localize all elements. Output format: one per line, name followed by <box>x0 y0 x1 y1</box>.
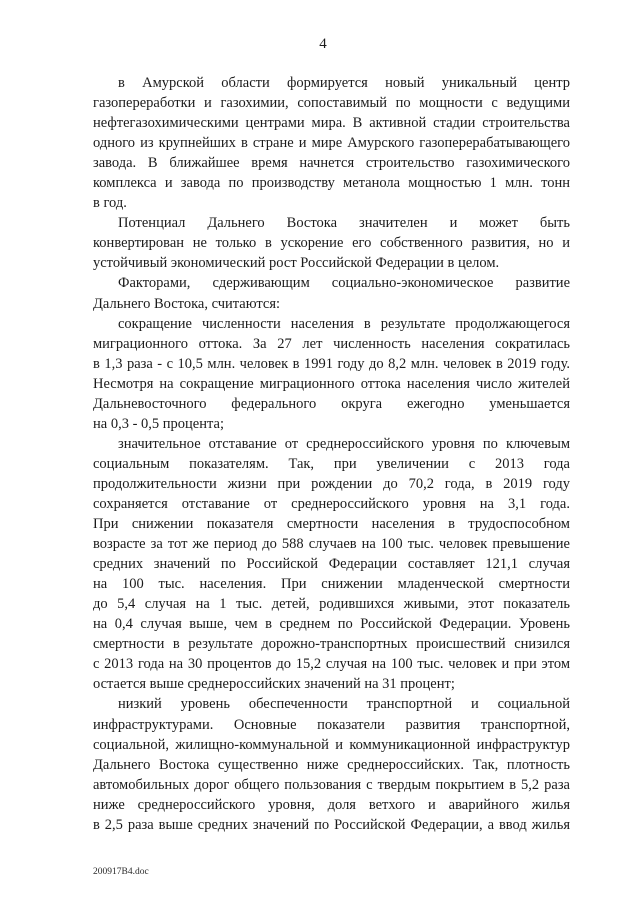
text-line: в 2,5 раза выше средних значений по Российской Федерации, а ввод жилья <box>93 816 570 833</box>
text-line: автомобильных дорог общего пользования с твердым покрытием в 5,2 раза <box>93 776 570 793</box>
text-line: до 5,4 случая на 1 тыс. детей, родившихся живыми, этот показатель <box>93 596 570 613</box>
text-line: на 100 тыс. населения. При снижении младенческой смертности <box>93 576 570 593</box>
text-line: При снижении показателя смертности населения в трудоспособном <box>93 516 570 533</box>
text-line: Дальнего Востока существенно ниже среднероссийских. Так, плотность <box>93 756 570 773</box>
text-line: комплекса и завода по производству метанола мощностью 1 млн. тонн <box>93 175 570 192</box>
text-line: ниже среднероссийского уровня, доля ветхого и аварийного жилья <box>93 796 570 813</box>
paragraph-factors-intro <box>93 273 570 313</box>
paragraph-population-decline <box>93 314 570 434</box>
document-body <box>93 73 570 835</box>
text-line: завода. В ближайшее время начнется строительство газохимического <box>93 155 570 172</box>
text-line: в 1,3 раза - с 10,5 млн. человек в 1991 году до 8,2 млн. человек в 2019 году. <box>93 355 570 372</box>
text-line: сохраняется отставание от среднероссийского уровня на 3,1 года. <box>93 495 570 512</box>
text-line: одного из крупнейших в стране и мире Амурского газоперерабатывающего <box>93 135 570 152</box>
text-line: возрасте за тот же период до 588 случаев на 100 тыс. человек превышение <box>93 536 570 553</box>
text-line: социальным показателям. Так, при увеличении с 2013 года <box>93 455 570 472</box>
paragraph-amur-gas-center <box>93 73 570 213</box>
text-line: устойчивый экономический рост Российской Федерации в целом. <box>93 255 500 272</box>
text-line: Дальнего Востока, считаются: <box>93 295 281 312</box>
text-line: в год. <box>93 195 127 212</box>
text-line: газопереработки и газохимии, сопоставимый по мощности с ведущими <box>93 95 570 112</box>
text-line: остается выше среднероссийских значений на 31 процент; <box>93 676 455 693</box>
text-line: смертности в результате дорожно-транспортных происшествий снизился <box>93 636 570 653</box>
text-line: значительное отставание от среднероссийского уровня по ключевым <box>118 435 570 452</box>
text-line: продолжительности жизни при рождении до 70,2 года, в 2019 году <box>93 475 570 492</box>
text-line: инфраструктурами. Основные показатели развития транспортной, <box>93 716 570 733</box>
paragraph-potential <box>93 213 570 273</box>
text-line: нефтегазохимическими центрами мира. В активной стадии строительства <box>93 115 570 132</box>
text-line: на 0,4 случая выше, чем в среднем по Российской Федерации. Уровень <box>93 616 570 633</box>
text-line: с 2013 года на 30 процентов до 15,2 случая на 100 тыс. человек и при этом <box>93 656 570 673</box>
footer-filename: 200917В4.doc <box>93 867 149 877</box>
text-line: в Амурской области формируется новый уникальный центр <box>118 75 570 91</box>
text-line: Потенциал Дальнего Востока значителен и может быть <box>118 215 570 232</box>
text-line: социальной, жилищно-коммунальной и коммуникационной инфраструктур <box>93 736 570 753</box>
text-line: сокращение численности населения в результате продолжающегося <box>118 315 570 332</box>
text-line: Дальневосточного федерального округа ежегодно уменьшается <box>93 395 570 412</box>
text-line: Факторами, сдерживающим социально-экономическое развитие <box>118 275 570 292</box>
text-line: на 0,3 - 0,5 процента; <box>93 415 224 432</box>
text-line: средних значений по Российской Федерации составляет 121,1 случая <box>93 556 570 573</box>
page-number: 4 <box>319 36 327 52</box>
paragraph-social-lag <box>93 434 570 695</box>
text-line: миграционного оттока. За 27 лет численность населения сократилась <box>93 335 570 352</box>
text-line: Несмотря на сокращение миграционного оттока населения число жителей <box>93 375 570 392</box>
paragraph-infrastructure <box>93 694 570 834</box>
text-line: конвертирован не только в ускорение его собственного развития, но и <box>93 235 570 252</box>
text-line: низкий уровень обеспеченности транспортной и социальной <box>118 696 570 713</box>
